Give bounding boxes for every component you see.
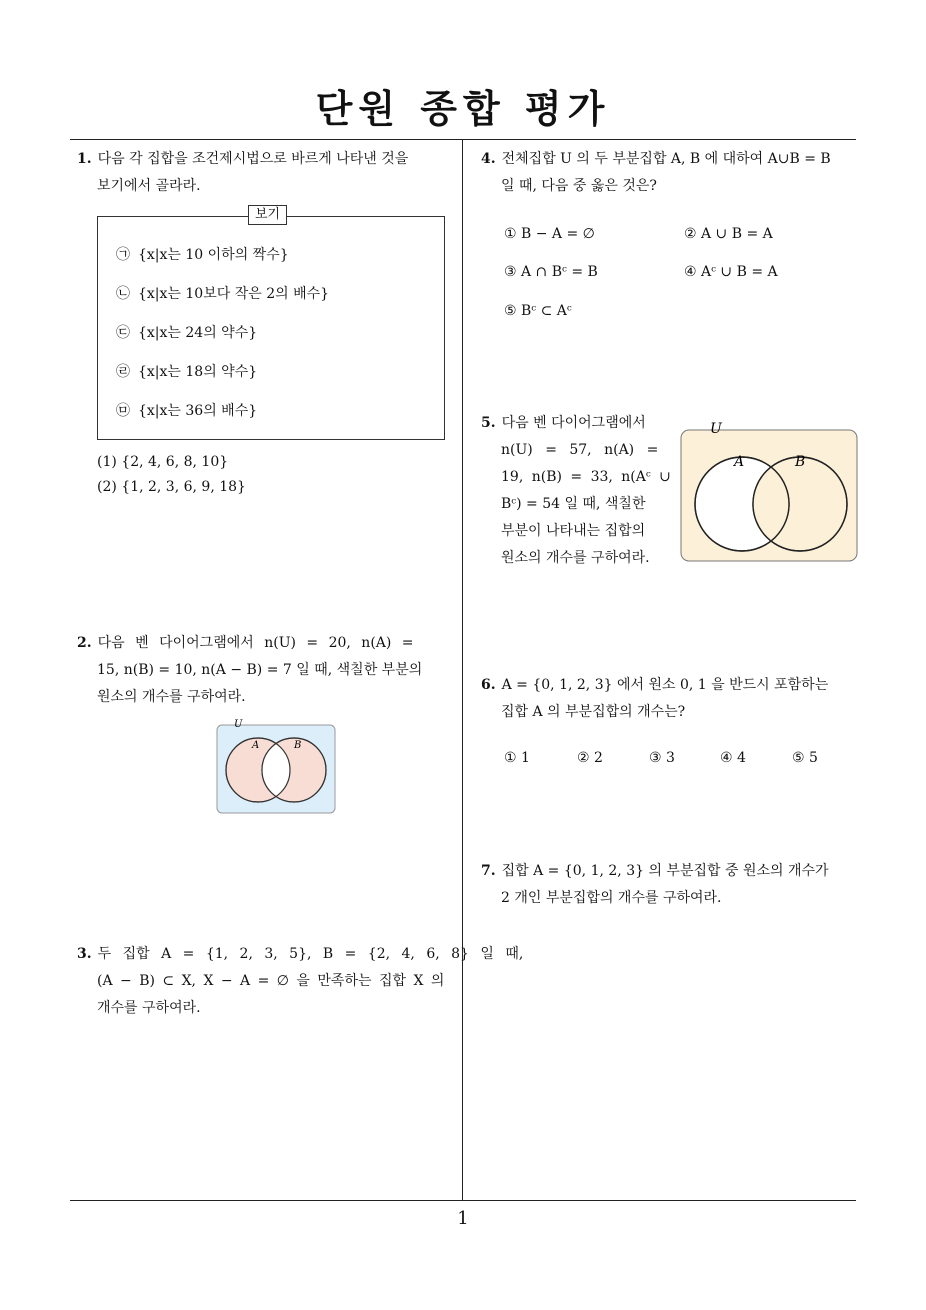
choice-5[interactable]: ⑤ 5 xyxy=(792,750,818,766)
choice-1[interactable]: ① 1 xyxy=(504,750,530,766)
bogi-items xyxy=(116,244,329,439)
question-4 xyxy=(481,146,861,200)
choice-1[interactable]: ① B − A = ∅ xyxy=(504,226,595,242)
bogi-item: ㉣ {x|x는 18의 약수} xyxy=(116,364,258,380)
question-5-line-4: Bᶜ) = 54 일 때, 색칠한 xyxy=(501,496,646,512)
question-3-line-2: (A − B) ⊂ X, X − A = ∅ 을 만족하는 집합 X 의 xyxy=(97,973,445,989)
bogi-item: ㉢ {x|x는 24의 약수} xyxy=(116,325,258,341)
question-5-line-5: 부분이 나타내는 집합의 xyxy=(501,523,646,539)
page-title: 단원 종합 평가 xyxy=(315,87,611,131)
choice-2[interactable]: ② A ∪ B = A xyxy=(684,226,773,242)
question-number: 2. xyxy=(77,635,92,651)
sub-item-2: (2) {1, 2, 3, 6, 9, 18} xyxy=(97,479,246,495)
bogi-item: ㉤ {x|x는 36의 배수} xyxy=(116,403,258,419)
question-2-line-2: 15, n(B) = 10, n(A − B) = 7 일 때, 색칠한 부분의 xyxy=(97,662,423,678)
question-3-line-3: 개수를 구하여라. xyxy=(97,1000,201,1016)
question-number: 7. xyxy=(481,863,496,879)
question-number: 3. xyxy=(77,946,92,962)
venn-label-u: U xyxy=(710,421,722,437)
question-6-line-2: 집합 A 의 부분집합의 개수는? xyxy=(501,704,686,720)
question-3 xyxy=(77,941,524,1022)
question-7-line-1: 7. 집합 A = {0, 1, 2, 3} 의 부분집합 중 원소의 개수가 xyxy=(481,863,829,879)
venn-label-a: A xyxy=(252,740,260,751)
choice-3[interactable]: ③ 3 xyxy=(649,750,675,766)
question-5-line-3: 19, n(B) = 33, n(Aᶜ ∪ xyxy=(501,469,671,485)
question-1-line-1: 1. 다음 각 집합을 조건제시법으로 바르게 나타낸 것을 xyxy=(77,151,409,167)
question-3-line-1: 3. 두 집합 A = {1, 2, 3, 5}, B = {2, 4, 6, 8} 일 때, xyxy=(77,946,524,962)
venn-label-a: A xyxy=(734,454,745,470)
venn-label-u: U xyxy=(234,719,243,730)
choice-2[interactable]: ② 2 xyxy=(577,750,603,766)
sub-item-1: (1) {2, 4, 6, 8, 10} xyxy=(97,454,229,470)
choice-3[interactable]: ③ A ∩ Bᶜ = B xyxy=(504,264,598,280)
venn-diagram-q5 xyxy=(678,418,860,564)
venn-diagram-q2 xyxy=(214,718,338,818)
bogi-item: ㉠ {x|x는 10 이하의 짝수} xyxy=(116,247,289,263)
question-2-line-3: 원소의 개수를 구하여라. xyxy=(97,689,246,705)
choice-5[interactable]: ⑤ Bᶜ ⊂ Aᶜ xyxy=(504,303,572,319)
question-2-line-1: 2. 다음 벤 다이어그램에서 n(U) = 20, n(A) = xyxy=(77,635,414,651)
question-1-line-2: 보기에서 골라라. xyxy=(97,178,201,194)
question-4-line-2: 일 때, 다음 중 옳은 것은? xyxy=(501,178,657,194)
question-1 xyxy=(77,146,455,200)
venn-label-b: B xyxy=(795,454,806,470)
question-number: 4. xyxy=(481,151,496,167)
top-rule xyxy=(70,139,856,140)
page-number: 1 xyxy=(457,1208,469,1229)
question-1-subitems xyxy=(97,450,246,500)
question-5-line-6: 원소의 개수를 구하여라. xyxy=(501,550,650,566)
question-number: 5. xyxy=(481,415,496,431)
question-7 xyxy=(481,858,861,912)
question-5-line-2: n(U) = 57, n(A) = xyxy=(501,442,659,458)
venn-label-b: B xyxy=(294,740,302,751)
question-5 xyxy=(481,410,671,572)
question-6 xyxy=(481,672,861,726)
choice-4[interactable]: ④ Aᶜ ∪ B = A xyxy=(684,264,778,280)
question-number: 1. xyxy=(77,151,92,167)
choice-4[interactable]: ④ 4 xyxy=(720,750,746,766)
question-5-line-1: 5. 다음 벤 다이어그램에서 xyxy=(481,415,646,431)
bogi-box-title: 보기 xyxy=(248,205,287,225)
question-2 xyxy=(77,630,455,711)
column-divider xyxy=(462,139,463,1201)
question-7-line-2: 2 개인 부분집합의 개수를 구하여라. xyxy=(501,890,722,906)
question-number: 6. xyxy=(481,677,496,693)
bogi-item: ㉡ {x|x는 10보다 작은 2의 배수} xyxy=(116,286,330,302)
bottom-rule xyxy=(70,1200,856,1201)
question-4-line-1: 4. 전체집합 U 의 두 부분집합 A, B 에 대하여 A∪B = B xyxy=(481,151,831,167)
question-6-line-1: 6. A = {0, 1, 2, 3} 에서 원소 0, 1 을 반드시 포함하는 xyxy=(481,677,829,693)
